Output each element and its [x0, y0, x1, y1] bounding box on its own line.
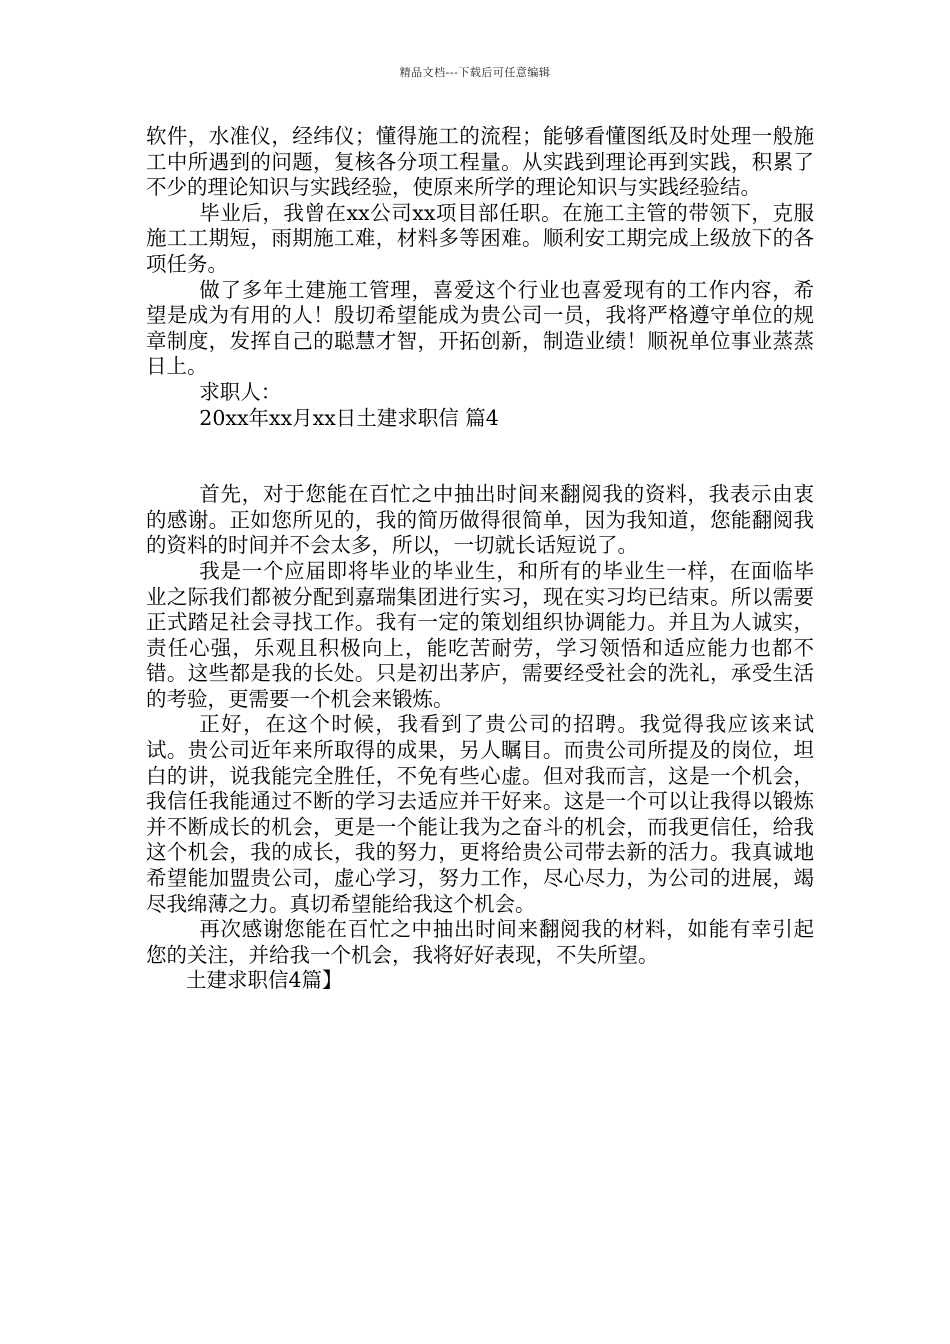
section-gap — [146, 431, 814, 482]
paragraph-opportunity: 正好，在这个时候，我看到了贵公司的招聘。我觉得我应该来试试。贵公司近年来所取得的成果，另人瞩目。而贵公司所提及的岗位，坦白的讲，说我能完全胜任，不免有些心虚。但对我而言，这是一个机会，我信任我能通过不断的学习去适应并干好来。这是一个可以让我得以锻炼并不断成长的机会，更是一个能让我为之奋斗的机会，而我更信任，给我这个机会，我的成长，我的努力，更将给贵公司带去新的活力。我真诚地希望能加盟贵公司，虚心学习，努力工作，尽心尽力，为公司的进展，竭尽我绵薄之力。真切希望能给我这个机会。 — [146, 712, 814, 916]
paragraph-employment: 毕业后，我曾在xx公司xx项目部任职。在施工主管的带领下，克服施工工期短，雨期施工难，材料多等困难。顺利安工期完成上级放下的各项任务。 — [146, 200, 814, 276]
closing-title: 土建求职信4篇】 — [185, 968, 343, 993]
paragraph-closing-thanks: 再次感谢您能在百忙之中抽出时间来翻阅我的材料，如能有幸引起您的关注，并给我一个机会，我将好好表现，不失所望。 — [146, 917, 814, 967]
paragraph-self-intro: 我是一个应届即将毕业的毕业生，和所有的毕业生一样，在面临毕业之际我们都被分配到嘉瑞集团进行实习，现在实习均已结束。所以需要正式踏足社会寻找工作。我有一定的策划组织协调能力。并且为人诚实，责任心强，乐观且积极向上，能吃苦耐劳，学习领悟和适应能力也都不错。这些都是我的长处。只是初出茅庐，需要经受社会的洗礼，承受生活的考验，更需要一个机会来锻炼。 — [146, 558, 814, 711]
paragraph-thanks: 首先，对于您能在百忙之中抽出时间来翻阅我的资料，我表示由衷的感谢。正如您所见的，我的简历做得很简单，因为我知道，您能翻阅我的资料的时间并不会太多，所以，一切就长话短说了。 — [146, 482, 814, 558]
page-header: 精品文档---下载后可任意编辑 — [399, 66, 551, 79]
paragraph-continued: 软件，水准仪，经纬仪；懂得施工的流程；能够看懂图纸及时处理一般施工中所遇到的问题，复核各分项工程量。从实践到理论再到实践，积累了不少的理论知识与实践经验，使原来所学的理论知识与实践经验结。 — [146, 124, 814, 200]
paragraph-aspiration: 做了多年土建施工管理，喜爱这个行业也喜爱现有的工作内容，希望是成为有用的人！殷切希望能成为贵公司一员，我将严格遵守单位的规章制度，发挥自己的聪慧才智，开拓创新，制造业绩！顺祝单位事业蒸蒸日上。 — [146, 277, 814, 379]
date-title-line: 20xx年xx月xx日土建求职信 篇4 — [199, 405, 499, 430]
signature-line: 求职人： — [199, 379, 282, 404]
document-body — [146, 124, 814, 994]
